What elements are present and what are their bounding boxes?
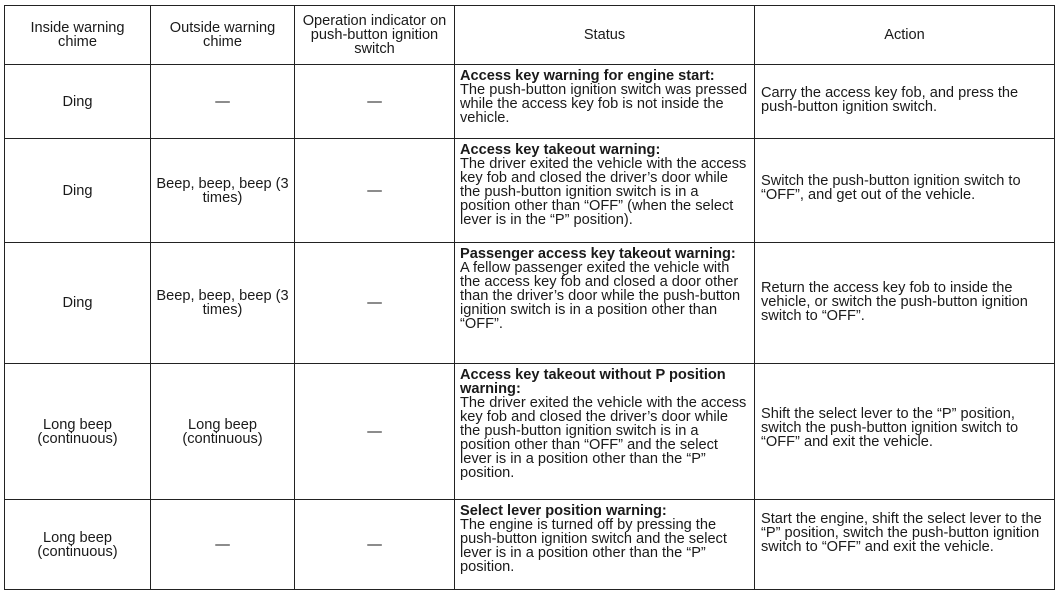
status-text: The driver exited the vehicle with the access key fob and closed the driver’s door while the push-button ignition switch is in a position other than “OFF” and the select lever is in a position other than the “P” position.	[460, 395, 747, 481]
warning-chime-table	[4, 5, 1055, 590]
header-operation-indicator: Operation indicator on push-button ignition switch	[295, 6, 455, 65]
status-cell	[455, 243, 755, 364]
indicator-cell: —	[295, 243, 455, 364]
outside-chime-cell: Beep, beep, beep (3 times)	[151, 243, 295, 364]
header-inside-chime: Inside warning chime	[5, 6, 151, 65]
header-outside-chime: Outside warning chime	[151, 6, 295, 65]
action-cell: Return the access key fob to inside the vehicle, or switch the push-button ignition switch to “OFF”.	[755, 243, 1055, 364]
outside-chime-cell: —	[151, 65, 295, 139]
inside-chime-cell: Ding	[5, 139, 151, 243]
header-status: Status	[455, 6, 755, 65]
status-cell	[455, 139, 755, 243]
header-action: Action	[755, 6, 1055, 65]
status-cell	[455, 500, 755, 590]
status-text: The engine is turned off by pressing the push-button ignition switch and the select lever is in a position other than the “P” position.	[460, 517, 727, 575]
inside-chime-cell: Ding	[5, 65, 151, 139]
action-cell: Start the engine, shift the select lever to the “P” position, switch the push-button ignition switch to “OFF” and exit the vehicle.	[755, 500, 1055, 590]
table-row	[5, 139, 1055, 243]
status-text: The driver exited the vehicle with the access key fob and closed the driver’s door while the push-button ignition switch is in a position other than “OFF” (when the select lever is in the “P” position).	[460, 156, 747, 228]
status-title: Access key warning for engine start:	[460, 68, 715, 84]
table-row	[5, 65, 1055, 139]
indicator-cell: —	[295, 139, 455, 243]
header-row	[5, 6, 1055, 65]
action-cell: Switch the push-button ignition switch to “OFF”, and get out of the vehicle.	[755, 139, 1055, 243]
status-title: Passenger access key takeout warning:	[460, 246, 736, 262]
outside-chime-cell: Beep, beep, beep (3 times)	[151, 139, 295, 243]
status-text: The push-button ignition switch was pressed while the access key fob is not inside the vehicle.	[460, 82, 748, 126]
outside-chime-cell: Long beep (continuous)	[151, 364, 295, 500]
indicator-cell: —	[295, 65, 455, 139]
status-text: A fellow passenger exited the vehicle with the access key fob and closed a door other than the driver’s door while the push-button ignition switch is in a position other than “OFF”.	[460, 260, 741, 332]
table-row	[5, 364, 1055, 500]
indicator-cell: —	[295, 364, 455, 500]
inside-chime-cell: Long beep (continuous)	[5, 500, 151, 590]
outside-chime-cell: —	[151, 500, 295, 590]
status-title: Access key takeout without P position warning:	[460, 367, 726, 397]
indicator-cell: —	[295, 500, 455, 590]
status-cell	[455, 65, 755, 139]
action-cell: Shift the select lever to the “P” position, switch the push-button ignition switch to “OFF” and exit the vehicle.	[755, 364, 1055, 500]
action-cell: Carry the access key fob, and press the push-button ignition switch.	[755, 65, 1055, 139]
inside-chime-cell: Ding	[5, 243, 151, 364]
warning-table-container	[4, 5, 1055, 590]
table-row	[5, 243, 1055, 364]
status-cell	[455, 364, 755, 500]
status-title: Access key takeout warning:	[460, 142, 661, 158]
status-title: Select lever position warning:	[460, 503, 667, 519]
inside-chime-cell: Long beep (continuous)	[5, 364, 151, 500]
table-row	[5, 500, 1055, 590]
